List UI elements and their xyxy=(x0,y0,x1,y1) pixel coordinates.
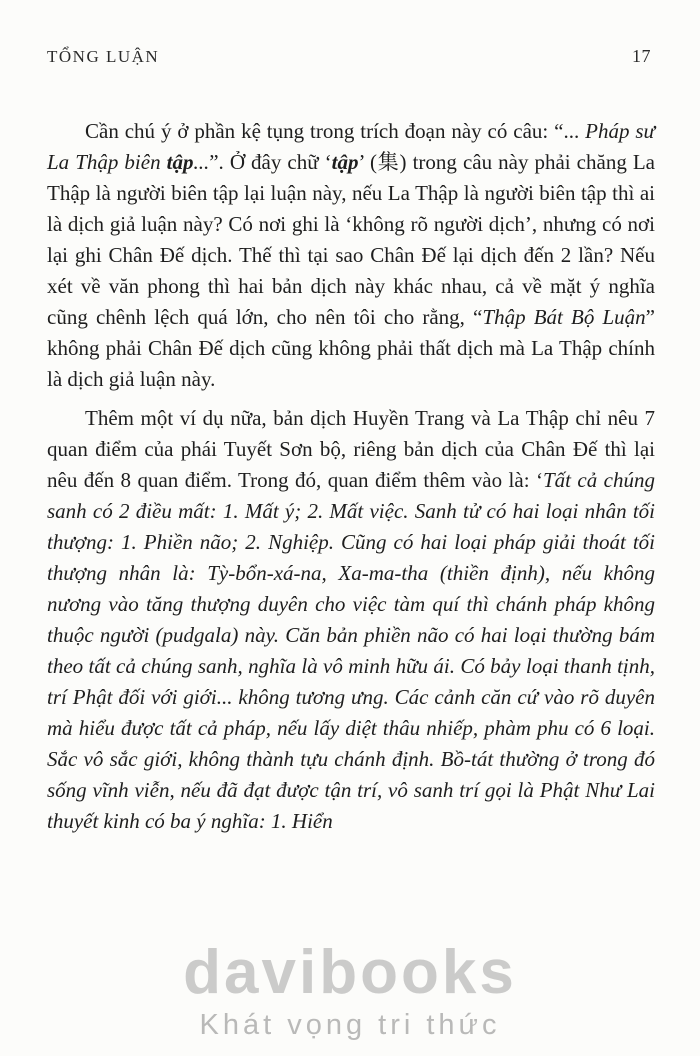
watermark xyxy=(0,938,700,1042)
page-number: 17 xyxy=(632,46,651,66)
text-segment: Tất cả chúng sanh có 2 điều mất: 1. Mất ý; 2. Mất việc. Sanh tử có hai loại nhân tối thượng: 1. Phiền não; 2. Nghiệp. Cũng có hai loại pháp giải thoát tối thượng nhân là: Tỳ-bổn-xá-na, Xa-ma-tha (thiền định), nếu không nương vào tăng thượng duyên cho việc tàm quí thì chánh pháp không thuộc người (pudgala) này. Căn bản phiền não có hai loại thường bám theo tất cả chúng sanh, nghĩa là vô minh hữu ái. Có bảy loại thanh tịnh, trí Phật đối với giới... không tương ưng. Các cảnh căn cứ vào rõ duyên mà hiểu được tất cả pháp, nếu lấy diệt thâu nhiếp, phàm phu có 6 loại. Sắc vô sắc giới, không thành tựu chánh định. Bồ-tát thường ở trong đó sống vĩnh viễn, nếu đã đạt được tận trí, vô sanh trí gọi là Phật Như Lai thuyết kinh có ba ý nghĩa: 1. Hiển xyxy=(47,468,656,833)
text-segment: ” không phải Chân Đế dịch cũng không phải thất dịch mà La Thập chính là dịch giả luận này. xyxy=(47,305,655,391)
text-segment: Pháp sư La Thập biên xyxy=(47,119,655,174)
text-segment: Cần chú ý ở phần kệ tụng trong trích đoạn này có câu: “... xyxy=(85,119,586,143)
watermark-slogan-text: Khát vọng tri thức xyxy=(199,1009,501,1042)
running-title: TỔNG LUẬN xyxy=(47,47,160,66)
text-segment: tập xyxy=(166,150,194,174)
text-segment: ... xyxy=(193,150,210,174)
body-text xyxy=(47,116,655,845)
watermark-logo-text: davibooks xyxy=(183,938,517,1008)
text-segment: tập xyxy=(331,150,359,174)
paragraph-2 xyxy=(47,403,655,837)
paragraph-1 xyxy=(47,116,655,395)
text-segment: ”. Ở đây chữ ‘ xyxy=(209,150,332,174)
text-segment: Thập Bát Bộ Luận xyxy=(482,305,646,329)
page-header xyxy=(47,46,651,67)
text-segment: ’ (集) trong câu này phải chăng La Thập là người biên tập lại luận này, nếu La Thập là người biên tập thì ai là dịch giả luận này? Có nơi ghi là ‘không rõ người dịch’, nhưng có nơi lại ghi Chân Đế dịch. Thế thì tại sao Chân Đế lại dịch đến 2 lần? Nếu xét về văn phong thì hai bản dịch này khác nhau, cả về mặt ý nghĩa cũng chênh lệch quá lớn, cho nên tôi cho rằng, “ xyxy=(47,150,656,329)
text-segment: Thêm một ví dụ nữa, bản dịch Huyền Trang và La Thập chỉ nêu 7 quan điểm của phái Tuyết Sơn bộ, riêng bản dịch của Chân Đế thì lại nêu đến 8 quan điểm. Trong đó, quan điểm thêm vào là: ‘ xyxy=(47,406,655,492)
